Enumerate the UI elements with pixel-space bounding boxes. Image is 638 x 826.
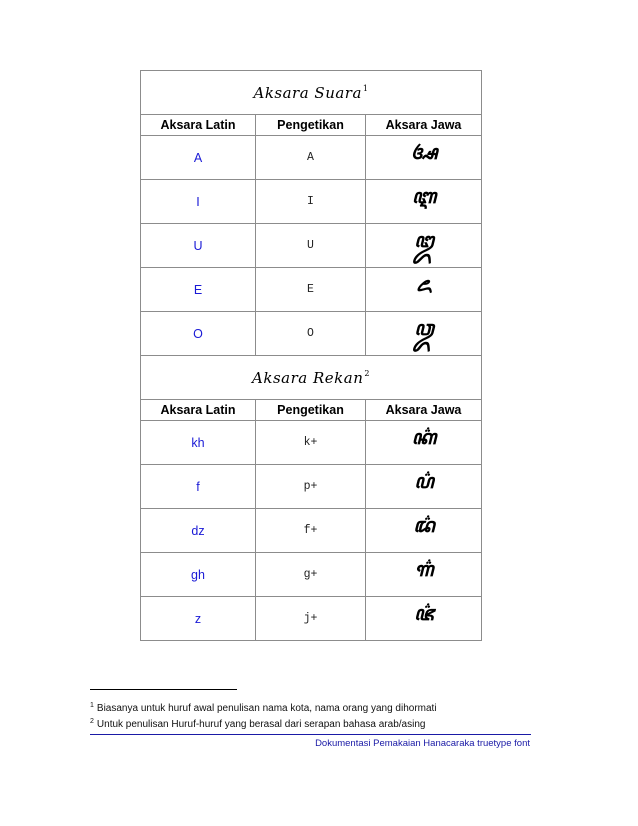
typing-cell: E (256, 268, 366, 312)
javanese-glyph-cell (366, 136, 482, 180)
section-title-row (141, 356, 482, 400)
javanese-glyph-cell (366, 421, 482, 465)
javanese-glyph-cell (366, 180, 482, 224)
footer-rule (90, 734, 531, 735)
latin-cell: O (141, 312, 256, 356)
aksara-table-body (141, 71, 482, 641)
column-header: Aksara Jawa (366, 115, 482, 136)
javanese-glyph-cell (366, 553, 482, 597)
javanese-glyph-cell (366, 224, 482, 268)
table-row (141, 136, 482, 180)
latin-cell: dz (141, 509, 256, 553)
typing-cell: k+ (256, 421, 366, 465)
latin-cell: f (141, 465, 256, 509)
latin-cell: U (141, 224, 256, 268)
javanese-glyph-cell (366, 268, 482, 312)
javanese-glyph: ꦌ (416, 271, 431, 296)
footer-text: Dokumentasi Pemakaian Hanacaraka truetype font (315, 738, 530, 749)
footnote-1: $^1$ Biasanya untuk huruf awal penulisan nama kota, nama orang yang dihormati (90, 702, 437, 714)
latin-cell: E (141, 268, 256, 312)
javanese-glyph: ꦎ (414, 315, 433, 340)
typing-cell: g+ (256, 553, 366, 597)
table-row (141, 553, 482, 597)
javanese-glyph: ꦏ꦳ (411, 424, 436, 449)
table-row (141, 268, 482, 312)
typing-cell: A (256, 136, 366, 180)
table-row (141, 224, 482, 268)
javanese-glyph-cell (366, 312, 482, 356)
section-title: Aksara Suara$^1$ (141, 71, 482, 115)
footnote-2: $^2$ Untuk penulisan Huruf-huruf yang berasal dari serapan bahasa arab/asing (90, 718, 426, 730)
table-row (141, 465, 482, 509)
section-title-row (141, 71, 482, 115)
typing-cell: O (256, 312, 366, 356)
column-header-row (141, 400, 482, 421)
typing-cell: U (256, 224, 366, 268)
javanese-glyph: ꦒ꦳ (414, 556, 433, 581)
column-header: Pengetikan (256, 115, 366, 136)
column-header: Aksara Jawa (366, 400, 482, 421)
column-header: Pengetikan (256, 400, 366, 421)
latin-cell: gh (141, 553, 256, 597)
javanese-glyph-cell (366, 465, 482, 509)
javanese-glyph-cell (366, 509, 482, 553)
javanese-glyph: ꦄ (410, 139, 437, 164)
aksara-table (140, 70, 482, 641)
column-header-row (141, 115, 482, 136)
table-row (141, 421, 482, 465)
typing-cell: j+ (256, 597, 366, 641)
typing-cell: I (256, 180, 366, 224)
javanese-glyph-cell (366, 597, 482, 641)
latin-cell: kh (141, 421, 256, 465)
javanese-glyph: ꦆ (411, 183, 436, 208)
table-row (141, 509, 482, 553)
footnote-separator (90, 689, 237, 690)
table-row (141, 312, 482, 356)
column-header: Aksara Latin (141, 400, 256, 421)
latin-cell: I (141, 180, 256, 224)
table-row (141, 180, 482, 224)
table-row (141, 597, 482, 641)
javanese-glyph: ꦈ (414, 227, 433, 252)
javanese-glyph: ꦗ꦳ (414, 600, 433, 625)
section-title: Aksara Rekan$^2$ (141, 356, 482, 400)
typing-cell: f+ (256, 509, 366, 553)
javanese-glyph: ꦥ꦳ (414, 468, 433, 493)
latin-cell: z (141, 597, 256, 641)
javanese-glyph: ꦢ꦳ (413, 512, 434, 537)
latin-cell: A (141, 136, 256, 180)
typing-cell: p+ (256, 465, 366, 509)
column-header: Aksara Latin (141, 115, 256, 136)
